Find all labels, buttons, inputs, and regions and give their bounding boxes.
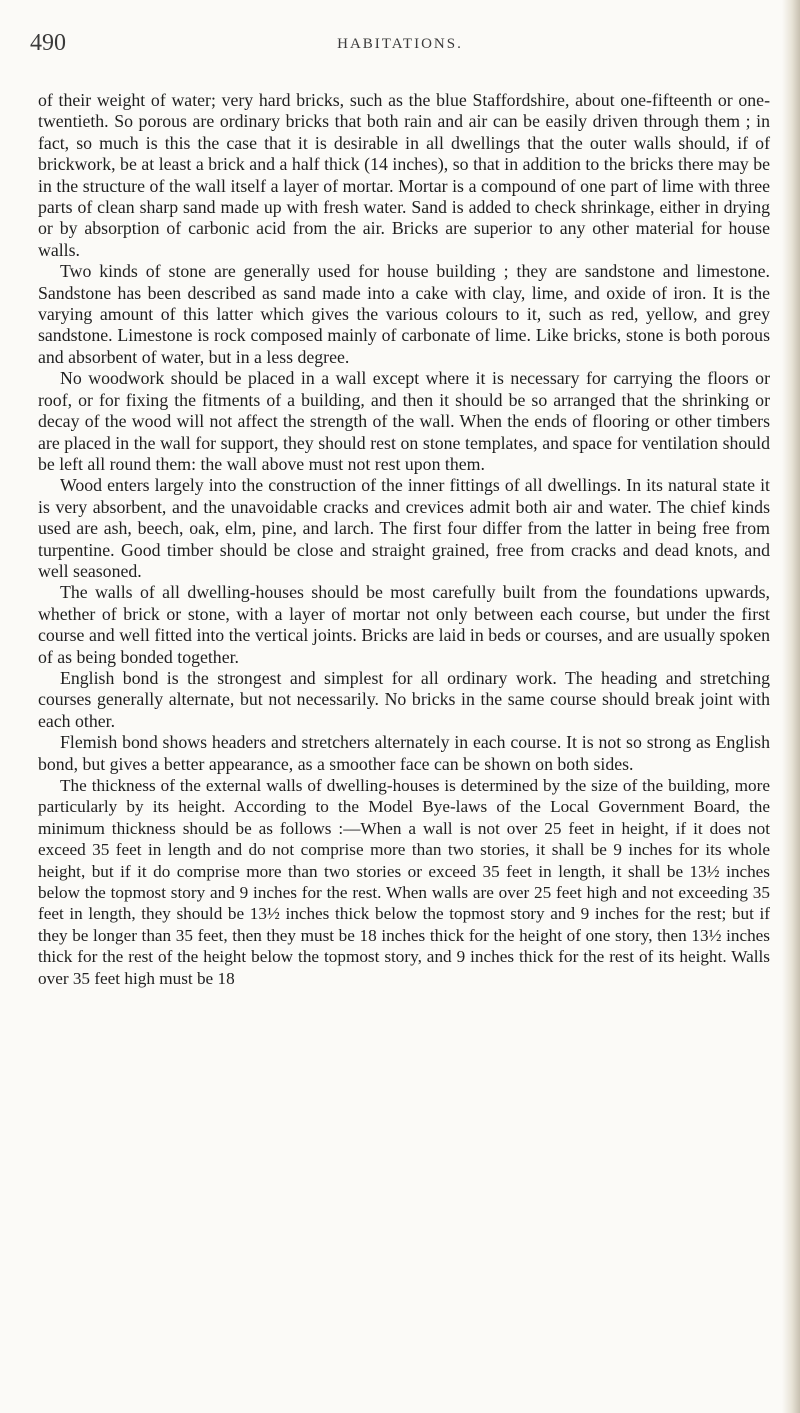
body-text (38, 90, 770, 989)
paragraph-wall-thickness: The thickness of the external walls of dwelling-houses is determined by the size of the building, more particularly by its height. According to the Model Bye-laws of the Local Government Board, the minimum thickness should be as follows :—When a wall is not over 25 feet in height, if it does not exceed 35 feet in length and do not comprise more than two stories, it shall be 9 inches for its whole height, but if it do comprise more than two stories or exceed 35 feet in length, it shall be 13½ inches below the topmost story and 9 inches for the rest. When walls are over 25 feet high and not exceeding 35 feet in length, they should be 13½ inches thick below the topmost story and 9 inches for the rest; but if they be longer than 35 feet, then they must be 18 inches thick for the height of one story, then 13½ inches thick for the rest of the height below the topmost story, and 9 inches thick for the rest of its height. Walls over 35 feet high must be 18 (38, 776, 770, 988)
paragraph-wall-building: The walls of all dwelling-houses should be most carefully built from the foundations upwards, whether of brick or stone, with a layer of mortar not only between each course, but under the first course and well fitted into the vertical joints. Bricks are laid in beds or courses, and are usually spoken of as being bonded together. (38, 582, 770, 667)
paragraph-english-bond: English bond is the strongest and simplest for all ordinary work. The heading and stretching courses generally alternate, but not necessarily. No bricks in the same course should break joint with each other. (38, 667, 770, 731)
page-header (30, 30, 770, 70)
running-title: HABITATIONS. (337, 36, 463, 52)
paragraph-bricks: of their weight of water; very hard bricks, such as the blue Staffordshire, about one-fifteenth or one-twentieth. So porous are ordinary bricks that both rain and air can be easily driven through them ; in fact, so much is this the case that it is desirable in all dwellings that the outer walls should, if of brickwork, be at least a brick and a half thick (14 inches), so that in addition to the bricks there may be in the structure of the wall itself a layer of mortar. Mortar is a compound of one part of lime with three parts of clean sharp sand made up with fresh water. Sand is added to check shrinkage, either in drying or by absorption of carbonic acid from the air. Bricks are superior to any other material for house walls. (38, 90, 770, 260)
paragraph-flemish-bond: Flemish bond shows headers and stretchers alternately in each course. It is not so strong as English bond, but gives a better appearance, as a smoother face can be shown on both sides. (38, 732, 770, 774)
paragraph-wood-fittings: Wood enters largely into the construction of the inner fittings of all dwellings. In its natural state it is very absorbent, and the unavoidable cracks and crevices admit both air and water. The chief kinds used are ash, beech, oak, elm, pine, and larch. The first four differ from the latter in being free from turpentine. Good timber should be close and straight grained, free from cracks and dead knots, and well seasoned. (38, 475, 770, 581)
paragraph-stone: Two kinds of stone are generally used for house building ; they are sandstone and limestone. Sandstone has been described as sand made into a cake with clay, lime, and oxide of iron. It is the varying amount of this latter which gives the various colours to it, such as red, yellow, and grey sandstone. Limestone is rock composed mainly of carbonate of lime. Like bricks, stone is both porous and absorbent of water, but in a less degree. (38, 261, 770, 367)
page-number: 490 (30, 30, 66, 56)
paragraph-woodwork-in-walls: No woodwork should be placed in a wall except where it is necessary for carrying the floors or roof, or for fixing the fitments of a building, and then it should be so arranged that the shrinking or decay of the wood will not affect the strength of the wall. When the ends of flooring or other timbers are placed in the wall for support, they should rest on stone templates, and space for ventilation should be left all round them: the wall above must not rest upon them. (38, 368, 770, 474)
page-gutter-shadow (782, 0, 800, 1413)
